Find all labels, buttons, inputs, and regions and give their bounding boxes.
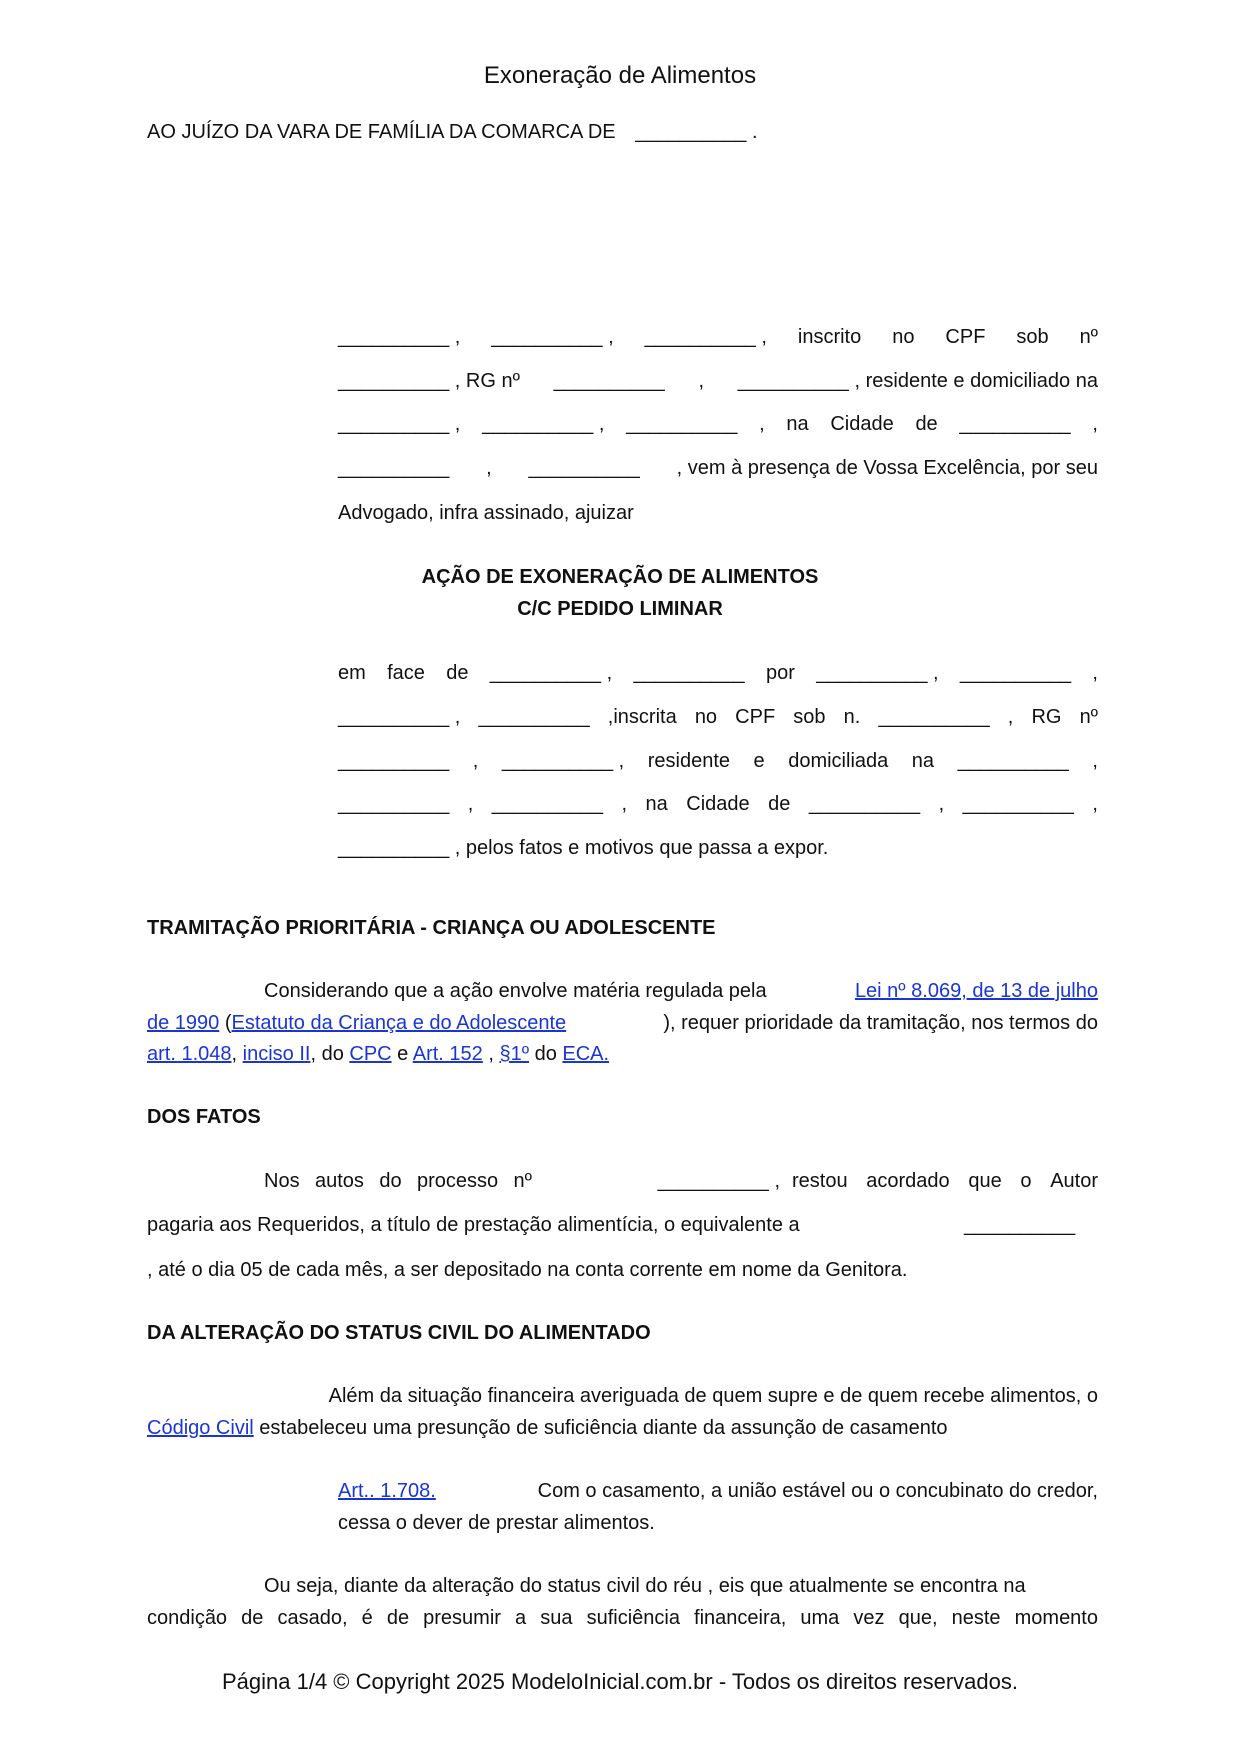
link-art-1048[interactable]: art. 1.048 — [147, 1043, 232, 1065]
defendant-l1-token: , — [1092, 662, 1098, 684]
facts-c-token: restou — [792, 1170, 848, 1192]
author-l2-token: __________ , RG nº — [338, 370, 520, 392]
sep: , — [231, 1043, 243, 1065]
author-l1-token: no — [892, 326, 915, 348]
author-l4-token: __________ — [528, 457, 640, 479]
quote-line-1 — [338, 1480, 1098, 1503]
author-l2-token: , — [698, 370, 705, 392]
defendant-line-2 — [338, 706, 1098, 736]
facts-c-token: o — [1020, 1170, 1032, 1192]
author-l3-token: Cidade — [830, 413, 894, 435]
defendant-l1-token: por — [766, 662, 795, 684]
author-l1-token: inscrito — [797, 326, 862, 348]
author-l3-token: , — [759, 413, 765, 435]
link-codigo-civil[interactable]: Código Civil — [147, 1417, 254, 1439]
defendant-l3-token: e — [753, 750, 765, 772]
link-eca[interactable]: ECA. — [562, 1043, 610, 1065]
defendant-l3-token: na — [911, 750, 935, 772]
author-l3-token: __________ — [626, 413, 738, 435]
defendant-l3-token: domiciliada — [788, 750, 889, 772]
defendant-l1-token: __________ , — [816, 662, 939, 684]
action-title-line-1: AÇÃO DE EXONERAÇÃO DE ALIMENTOS — [421, 566, 819, 588]
author-l3-token: , — [1092, 413, 1098, 435]
facts-c-token: Autor — [1050, 1170, 1098, 1192]
link-inciso-ii[interactable]: inciso II — [242, 1043, 311, 1065]
facts-a-token: Nos — [264, 1170, 300, 1192]
facts-c-token: que — [968, 1170, 1002, 1192]
defendant-l2-token: RG — [1031, 706, 1062, 728]
facts-line-1 — [264, 1170, 1098, 1193]
author-line-2 — [338, 370, 1098, 400]
defendant-l4-token: , — [467, 793, 474, 815]
author-l1-token: __________ , — [644, 326, 767, 348]
author-l1-token: sob — [1016, 326, 1049, 348]
conclusion-line-2: condição de casado, é de presumir a sua suficiência financeira, uma vez que, neste momento — [147, 1607, 1098, 1629]
text-do: do — [529, 1043, 563, 1065]
defendant-l2-token: CPF — [735, 706, 776, 728]
defendant-l3-token: __________ — [338, 750, 450, 772]
court-text: AO JUÍZO DA VARA DE FAMÍLIA DA COMARCA DE — [147, 121, 616, 143]
section-heading-facts: DOS FATOS — [147, 1106, 261, 1128]
link-paragrafo-1[interactable]: §1º — [499, 1043, 530, 1065]
sep: , — [482, 1043, 500, 1065]
paren-open: ( — [219, 1012, 232, 1034]
action-title-line-2: C/C PEDIDO LIMINAR — [517, 598, 723, 620]
defendant-l3-token: residente — [647, 750, 731, 772]
defendant-l2-token: __________ — [478, 706, 590, 728]
defendant-l3-token: , — [472, 750, 479, 772]
civil-text-2: estabeleceu uma presunção de suficiência diante da assunção de casamento — [253, 1417, 948, 1439]
priority-text-2: ), requer prioridade da tramitação, nos termos do — [663, 1012, 1098, 1034]
facts-value-blank: __________ — [964, 1214, 1076, 1236]
facts-line-1-a — [264, 1170, 532, 1193]
author-l4-token: , — [486, 457, 492, 479]
defendant-l3-token: __________ , — [501, 750, 625, 772]
priority-paragraph-line-1 — [264, 980, 1098, 1003]
defendant-line-1 — [338, 662, 1098, 692]
link-art-152[interactable]: Art. 152 — [412, 1043, 483, 1065]
priority-paragraph-line-3 — [147, 1043, 609, 1066]
section-heading-priority: TRAMITAÇÃO PRIORITÁRIA - CRIANÇA OU ADOLESCENTE — [147, 917, 716, 939]
facts-c-token: acordado — [866, 1170, 950, 1192]
defendant-l4-token: __________ — [962, 793, 1074, 815]
facts-a-token: autos — [314, 1170, 364, 1192]
civil-paragraph-line-2 — [147, 1417, 948, 1440]
link-estatuto-crianca[interactable]: Estatuto da Criança e do Adolescente — [231, 1012, 567, 1034]
defendant-l4-token: __________ — [491, 793, 603, 815]
defendant-l4-token: de — [768, 793, 791, 815]
defendant-l2-token: __________ — [878, 706, 990, 728]
author-l3-token: de — [915, 413, 938, 435]
author-l3-token: __________ , — [338, 413, 461, 435]
quote-text-1: Com o casamento, a união estável ou o concubinato do credor, — [537, 1480, 1098, 1502]
defendant-l4-token: , — [1092, 793, 1098, 815]
defendant-l4-token: __________ — [338, 793, 450, 815]
defendant-line-4 — [338, 793, 1098, 823]
defendant-l4-token: na — [645, 793, 668, 815]
defendant-l2-token: nº — [1079, 706, 1098, 728]
quote-line-2: cessa o dever de prestar alimentos. — [338, 1512, 655, 1534]
defendant-line-5: __________ , pelos fatos e motivos que passa a expor. — [338, 837, 829, 859]
facts-a-token: nº — [513, 1170, 532, 1192]
link-art-1708[interactable]: Art.. 1.708. — [338, 1480, 436, 1502]
defendant-l4-token: Cidade — [686, 793, 750, 815]
author-l3-token: na — [786, 413, 809, 435]
facts-a-token: processo — [416, 1170, 499, 1192]
text-e: e — [391, 1043, 413, 1065]
author-l1-token: nº — [1079, 326, 1098, 348]
author-l1-token: CPF — [945, 326, 986, 348]
document-title: Exoneração de Alimentos — [483, 62, 757, 89]
defendant-l1-token: em — [338, 662, 366, 684]
conclusion-line-1: Ou seja, diante da alteração do status civil do réu , eis que atualmente se encontra na — [264, 1575, 1026, 1597]
defendant-l4-token: , — [621, 793, 628, 815]
link-lei-8069-cont[interactable]: de 1990 — [147, 1012, 220, 1034]
author-l4-token: __________ — [338, 457, 450, 479]
defendant-l4-token: __________ — [808, 793, 921, 815]
author-line-3 — [338, 413, 1098, 443]
court-address — [147, 121, 758, 144]
link-cpc[interactable]: CPC — [349, 1043, 392, 1065]
civil-paragraph-line-1: Além da situação financeira averiguada de quem supre e de quem recebe alimentos, o — [328, 1385, 1098, 1407]
defendant-l2-token: ,inscrita — [607, 706, 677, 728]
author-l3-token: __________ — [959, 413, 1071, 435]
page-footer: Página 1/4 © Copyright 2025 ModeloInicial.com.br - Todos os direitos reservados. — [222, 1669, 1018, 1694]
author-line-5: Advogado, infra assinado, ajuizar — [338, 502, 634, 524]
author-l1-token: __________ , — [491, 326, 614, 348]
defendant-line-3 — [338, 750, 1098, 780]
defendant-l1-token: face — [387, 662, 425, 684]
defendant-l1-token: de — [446, 662, 469, 684]
author-l1-token: __________ , — [338, 326, 461, 348]
defendant-l3-token: __________ — [957, 750, 1069, 772]
defendant-l4-token: , — [938, 793, 945, 815]
section-heading-civil-status: DA ALTERAÇÃO DO STATUS CIVIL DO ALIMENTADO — [147, 1322, 651, 1344]
priority-line2-left — [147, 1012, 566, 1035]
facts-process-blank: __________ , — [657, 1170, 780, 1192]
author-line-4 — [338, 457, 1098, 487]
defendant-l2-token: no — [694, 706, 718, 728]
author-l3-token: __________ , — [482, 413, 605, 435]
defendant-l1-token: __________ , — [489, 662, 613, 684]
defendant-l3-token: , — [1092, 750, 1098, 772]
author-l2-token: __________ , residente e domiciliado na — [737, 370, 1098, 392]
facts-a-token: do — [379, 1170, 402, 1192]
author-line-1 — [338, 326, 1098, 356]
defendant-l1-token: __________ — [633, 662, 745, 684]
facts-line-1-c — [792, 1170, 1098, 1193]
defendant-l2-token: sob — [793, 706, 826, 728]
court-blank: __________ . — [635, 121, 758, 143]
defendant-l2-token: , — [1007, 706, 1014, 728]
author-l4-token: , vem à presença de Vossa Excelência, por seu — [676, 457, 1098, 479]
defendant-l2-token: n. — [843, 706, 861, 728]
defendant-l1-token: __________ — [959, 662, 1072, 684]
link-lei-8069[interactable]: Lei nº 8.069, de 13 de julho — [854, 980, 1098, 1002]
priority-text-1: Considerando que a ação envolve matéria regulada pela — [264, 980, 767, 1002]
priority-paragraph-line-2 — [147, 1012, 1098, 1035]
defendant-l2-token: __________ , — [338, 706, 461, 728]
author-l2-token: __________ — [553, 370, 665, 392]
text-do: , do — [310, 1043, 350, 1065]
facts-line-2: pagaria aos Requeridos, a título de prestação alimentícia, o equivalente a — [147, 1214, 800, 1236]
facts-line-3: , até o dia 05 de cada mês, a ser depositado na conta corrente em nome da Genitora. — [147, 1259, 908, 1281]
